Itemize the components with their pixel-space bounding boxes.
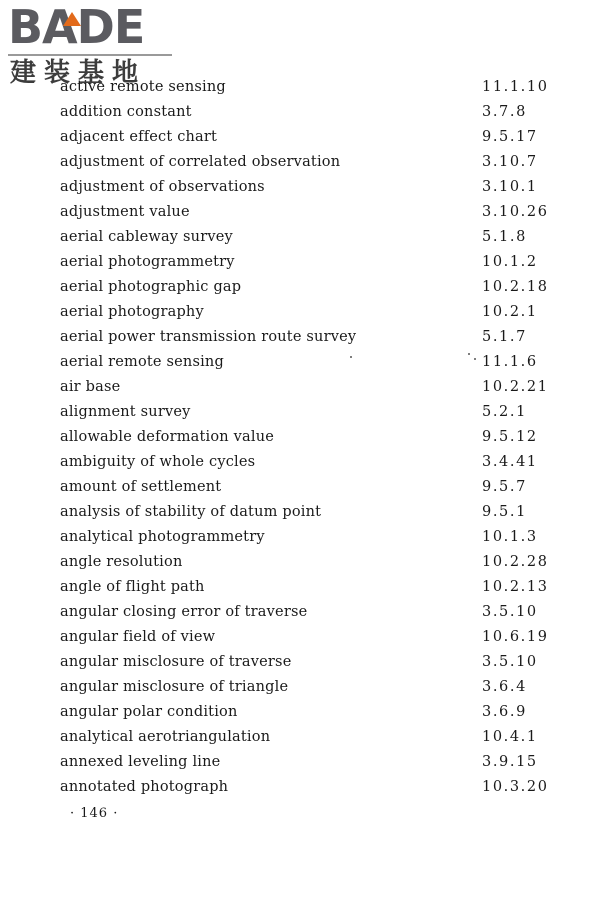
entry-term: addition constant: [60, 104, 192, 120]
entry-term: adjustment of observations: [60, 179, 265, 195]
entry-term: adjustment of correlated observation: [60, 154, 341, 170]
index-entry: [0, 575, 600, 600]
index-entry: [0, 400, 600, 425]
entry-term: annotated photograph: [60, 779, 229, 795]
index-entry: [0, 350, 600, 375]
index-entry: [0, 100, 600, 125]
entry-term: annexed leveling line: [60, 754, 221, 770]
entry-term: angular field of view: [60, 629, 216, 645]
entry-term: adjustment value: [60, 204, 190, 220]
entry-reference: 3.5.10: [482, 604, 538, 620]
page-number: · 146 ·: [70, 806, 119, 821]
watermark-chinese-text: 建装基地: [10, 58, 147, 88]
entry-reference: 9.5.17: [482, 129, 538, 145]
index-entry: [0, 175, 600, 200]
entry-reference: 10.3.20: [482, 779, 549, 795]
entry-term: aerial remote sensing: [60, 354, 224, 370]
entry-term: angular misclosure of triangle: [60, 679, 289, 695]
index-entry: [0, 675, 600, 700]
entry-reference: 3.6.4: [482, 679, 527, 695]
index-entry: [0, 725, 600, 750]
entry-reference: 3.10.7: [482, 154, 538, 170]
entry-reference: 10.2.28: [482, 554, 549, 570]
entry-reference: 9.5.1: [482, 504, 527, 520]
index-entry: [0, 375, 600, 400]
entry-reference: 10.2.1: [482, 304, 538, 320]
entry-reference: 11.1.6: [482, 354, 538, 370]
index-entry: [0, 600, 600, 625]
index-entry: [0, 500, 600, 525]
index-entry: [0, 625, 600, 650]
entry-reference: 10.2.13: [482, 579, 549, 595]
entry-term: angular misclosure of traverse: [60, 654, 292, 670]
index-entry: [0, 225, 600, 250]
index-entry: [0, 750, 600, 775]
index-entry: [0, 425, 600, 450]
entry-reference: 10.1.3: [482, 529, 538, 545]
entry-reference: 10.6.19: [482, 629, 549, 645]
entry-term: aerial photographic gap: [60, 279, 242, 295]
entry-reference: 3.6.9: [482, 704, 527, 720]
entry-term: alignment survey: [60, 404, 191, 420]
entry-term: active remote sensing: [60, 79, 226, 95]
index-entry: [0, 250, 600, 275]
entry-term: aerial photography: [60, 304, 204, 320]
entry-term: angle resolution: [60, 554, 183, 570]
watermark-divider: [8, 54, 172, 56]
entry-reference: 10.2.21: [482, 379, 549, 395]
index-entry: [0, 525, 600, 550]
entry-term: angle of flight path: [60, 579, 205, 595]
entry-reference: 3.9.15: [482, 754, 538, 770]
entry-reference: 11.1.10: [482, 79, 549, 95]
index-entry: [0, 700, 600, 725]
entry-term: analytical aerotriangulation: [60, 729, 271, 745]
entry-reference: 9.5.7: [482, 479, 527, 495]
entry-term: allowable deformation value: [60, 429, 275, 445]
entry-term: angular polar condition: [60, 704, 238, 720]
entry-reference: 3.10.26: [482, 204, 549, 220]
index-entry: [0, 475, 600, 500]
entry-term: analytical photogrammetry: [60, 529, 265, 545]
index-entry: [0, 200, 600, 225]
index-entry: [0, 275, 600, 300]
entry-term: ambiguity of whole cycles: [60, 454, 256, 470]
entry-term: aerial cableway survey: [60, 229, 233, 245]
entry-reference: 10.2.18: [482, 279, 549, 295]
entry-reference: 9.5.12: [482, 429, 538, 445]
entry-term: adjacent effect chart: [60, 129, 218, 145]
index-entry: [0, 325, 600, 350]
entry-reference: 5.1.8: [482, 229, 527, 245]
entry-term: angular closing error of traverse: [60, 604, 308, 620]
watermark-word: BADE: [8, 0, 145, 54]
index-entry: [0, 550, 600, 575]
entry-term: aerial power transmission route survey: [60, 329, 357, 345]
index-entry: [0, 775, 600, 800]
index-entry: [0, 125, 600, 150]
entry-reference: 5.2.1: [482, 404, 527, 420]
entry-reference: 3.7.8: [482, 104, 527, 120]
entry-term: analysis of stability of datum point: [60, 504, 322, 520]
entry-term: amount of settlement: [60, 479, 222, 495]
index-entry: [0, 150, 600, 175]
entry-term: aerial photogrammetry: [60, 254, 235, 270]
entry-term: air base: [60, 379, 121, 395]
index-entry: [0, 650, 600, 675]
entry-reference: 10.1.2: [482, 254, 538, 270]
entry-reference: 10.4.1: [482, 729, 538, 745]
index-entry: [0, 450, 600, 475]
watermark-accent-triangle: [63, 12, 81, 26]
index-entry: [0, 300, 600, 325]
entry-reference: 5.1.7: [482, 329, 527, 345]
entry-reference: 3.4.41: [482, 454, 538, 470]
index-entry-list: [0, 75, 600, 800]
bade-watermark-logo: [6, 0, 176, 96]
entry-reference: 3.10.1: [482, 179, 538, 195]
entry-reference: 3.5.10: [482, 654, 538, 670]
